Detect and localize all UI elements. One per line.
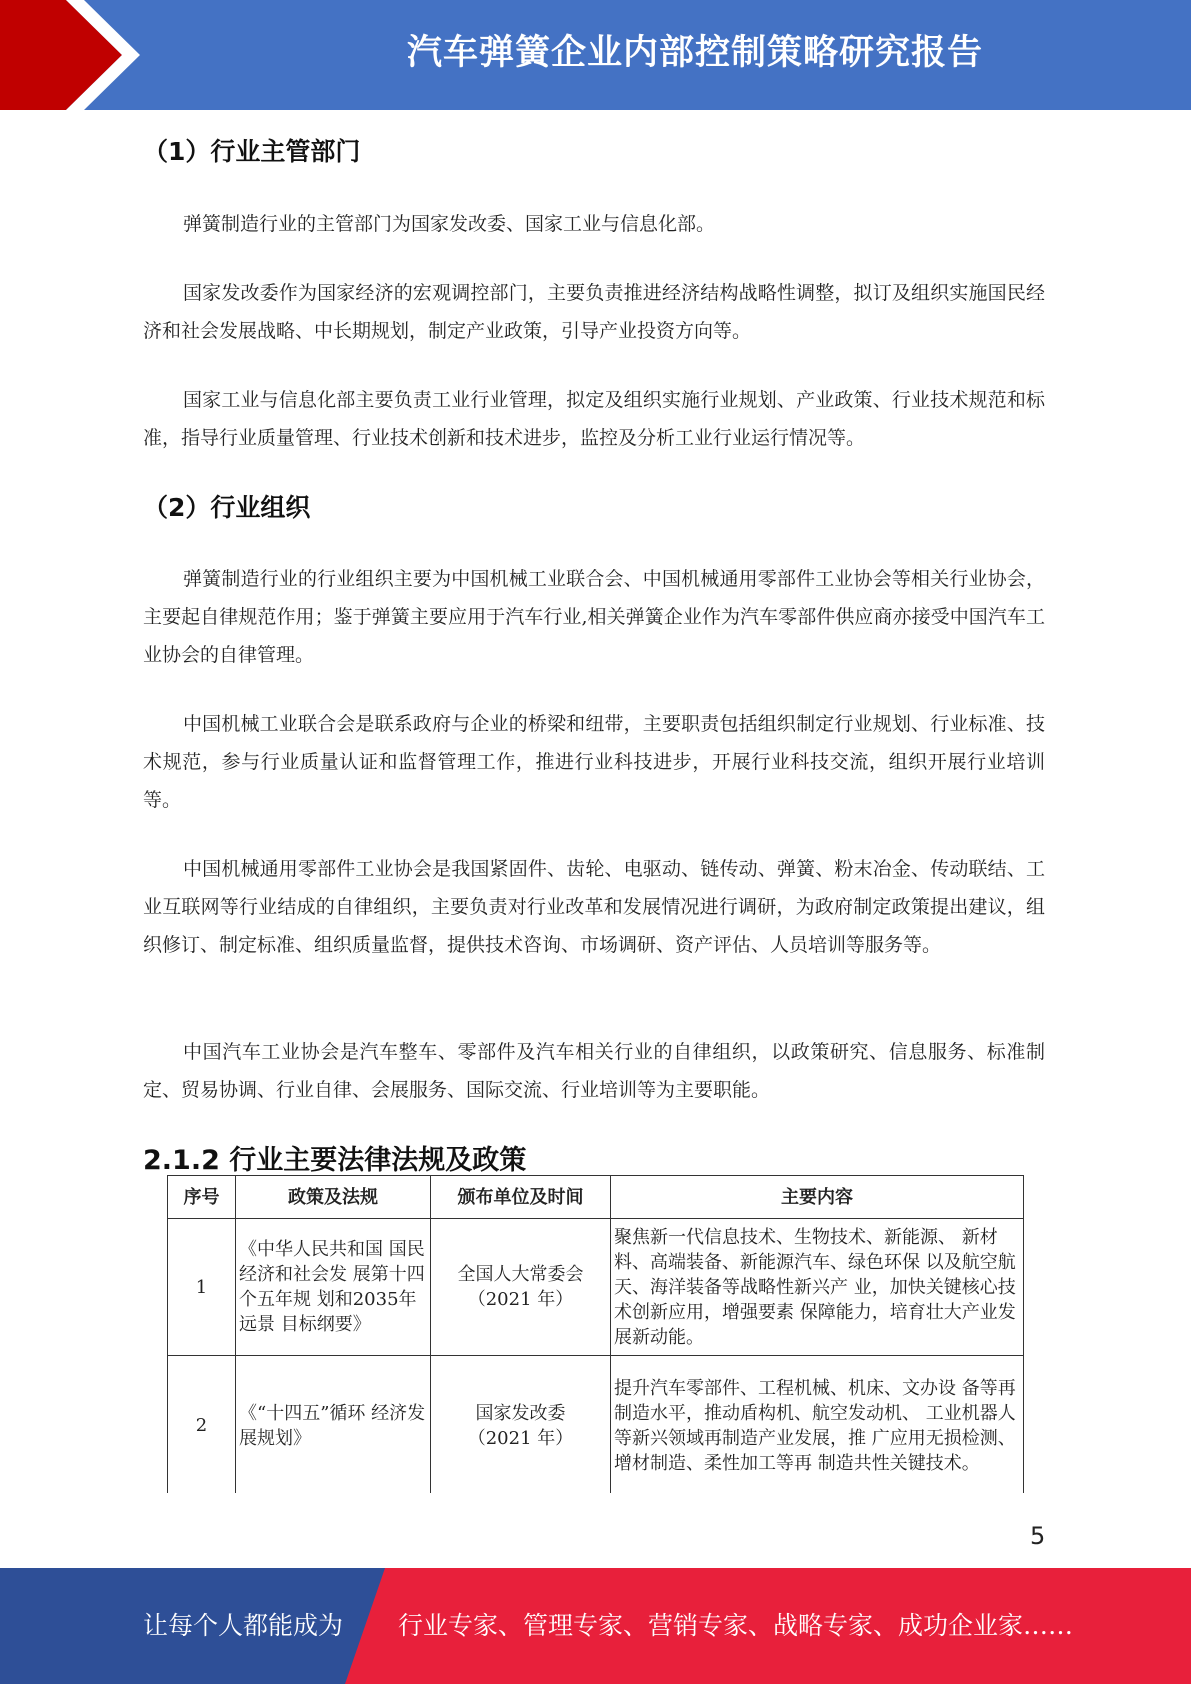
cell-no: 2 (168, 1356, 236, 1494)
report-title: 汽车弹簧企业内部控制策略研究报告 (406, 33, 983, 73)
issuer-name: 全国人大常委会 (457, 1264, 584, 1285)
column-header-issuer: 颁布单位及时间 (431, 1176, 611, 1219)
footer-slogan-right: 行业专家、管理专家、营销专家、战略专家、成功企业家…… (398, 1611, 1074, 1640)
paragraph: 中国汽车工业协会是汽车整车、零部件及汽车相关行业的自律组织，以政策研究、信息服务、标准制定、贸易协调、行业自律、会展服务、国际交流、行业培训等为主要职能。 (143, 1041, 1045, 1101)
table-row (168, 1219, 1024, 1356)
table-row (168, 1356, 1024, 1494)
table-header-row (168, 1176, 1024, 1219)
cell-issuer (431, 1356, 611, 1494)
policy-table (167, 1175, 1024, 1493)
policy-table-container (167, 1175, 1024, 1493)
column-header-no: 序号 (168, 1176, 236, 1219)
footer-slogan-left: 让每个人都能成为 (143, 1611, 344, 1640)
page-header (0, 0, 1191, 110)
cell-content: 聚焦新一代信息技术、生物技术、新能源、 新材料、高端装备、新能源汽车、绿色环保 以及航空航天、海洋装备等战略性新兴产 业，加快关键核心技术创新应用，增强要素 保障能力，培育壮大产业发展新动能。 (611, 1219, 1024, 1356)
header-arrow-decoration (0, 0, 150, 110)
cell-policy: 《“十四五”循环 经济发展规划》 (236, 1356, 431, 1494)
paragraph: 弹簧制造行业的主管部门为国家发改委、国家工业与信息化部。 (183, 213, 716, 235)
section-title-laws-policies: 2.1.2 行业主要法律法规及政策 (143, 1145, 527, 1176)
column-header-content: 主要内容 (611, 1176, 1024, 1219)
paragraph: 国家工业与信息化部主要负责工业行业管理，拟定及组织实施行业规划、产业政策、行业技术规范和标准，指导行业质量管理、行业技术创新和技术进步，监控及分析工业行业运行情况等。 (143, 389, 1045, 449)
paragraph: 弹簧制造行业的行业组织主要为中国机械工业联合会、中国机械通用零部件工业协会等相关行业协会，主要起自律规范作用；鉴于弹簧主要应用于汽车行业,相关弹簧企业作为汽车零部件供应商亦接受中国汽车工业协会的自律管理。 (143, 568, 1045, 666)
cell-issuer (431, 1219, 611, 1356)
cell-content: 提升汽车零部件、工程机械、机床、文办设 备等再制造水平，推动盾构机、航空发动机、 工业机器人等新兴领域再制造产业发展，推 广应用无损检测、增材制造、柔性加工等再 制造共性关键技术。 (611, 1356, 1024, 1494)
issue-year: （2021 年） (467, 1427, 574, 1449)
cell-no: 1 (168, 1219, 236, 1356)
paragraph: 中国机械通用零部件工业协会是我国紧固件、齿轮、电驱动、链传动、弹簧、粉末冶金、传动联结、工业互联网等行业结成的自律组织，主要负责对行业改革和发展情况进行调研，为政府制定政策提出建议，组织修订、制定标准、组织质量监督，提供技术咨询、市场调研、资产评估、人员培训等服务等。 (143, 858, 1045, 956)
paragraph: 中国机械工业联合会是联系政府与企业的桥梁和纽带，主要职责包括组织制定行业规划、行业标准、技术规范，参与行业质量认证和监督管理工作，推进行业科技进步，开展行业科技交流，组织开展行业培训等。 (143, 713, 1045, 811)
issue-year: （2021 年） (467, 1289, 574, 1310)
issuer-name: 国家发改委 (475, 1402, 566, 1424)
cell-policy: 《中华人民共和国 国民经济和社会发 展第十四个五年规 划和2035年远景 目标纲要》 (236, 1219, 431, 1356)
paragraph: 国家发改委作为国家经济的宏观调控部门，主要负责推进经济结构战略性调整，拟订及组织实施国民经济和社会发展战略、中长期规划，制定产业政策，引导产业投资方向等。 (143, 282, 1045, 342)
column-header-policy: 政策及法规 (236, 1176, 431, 1219)
page-number: 5 (1030, 1522, 1046, 1550)
section-heading-organizations: （2）行业组织 (143, 493, 311, 522)
section-heading-authority: （1）行业主管部门 (143, 137, 361, 166)
page-footer (0, 1568, 1191, 1684)
